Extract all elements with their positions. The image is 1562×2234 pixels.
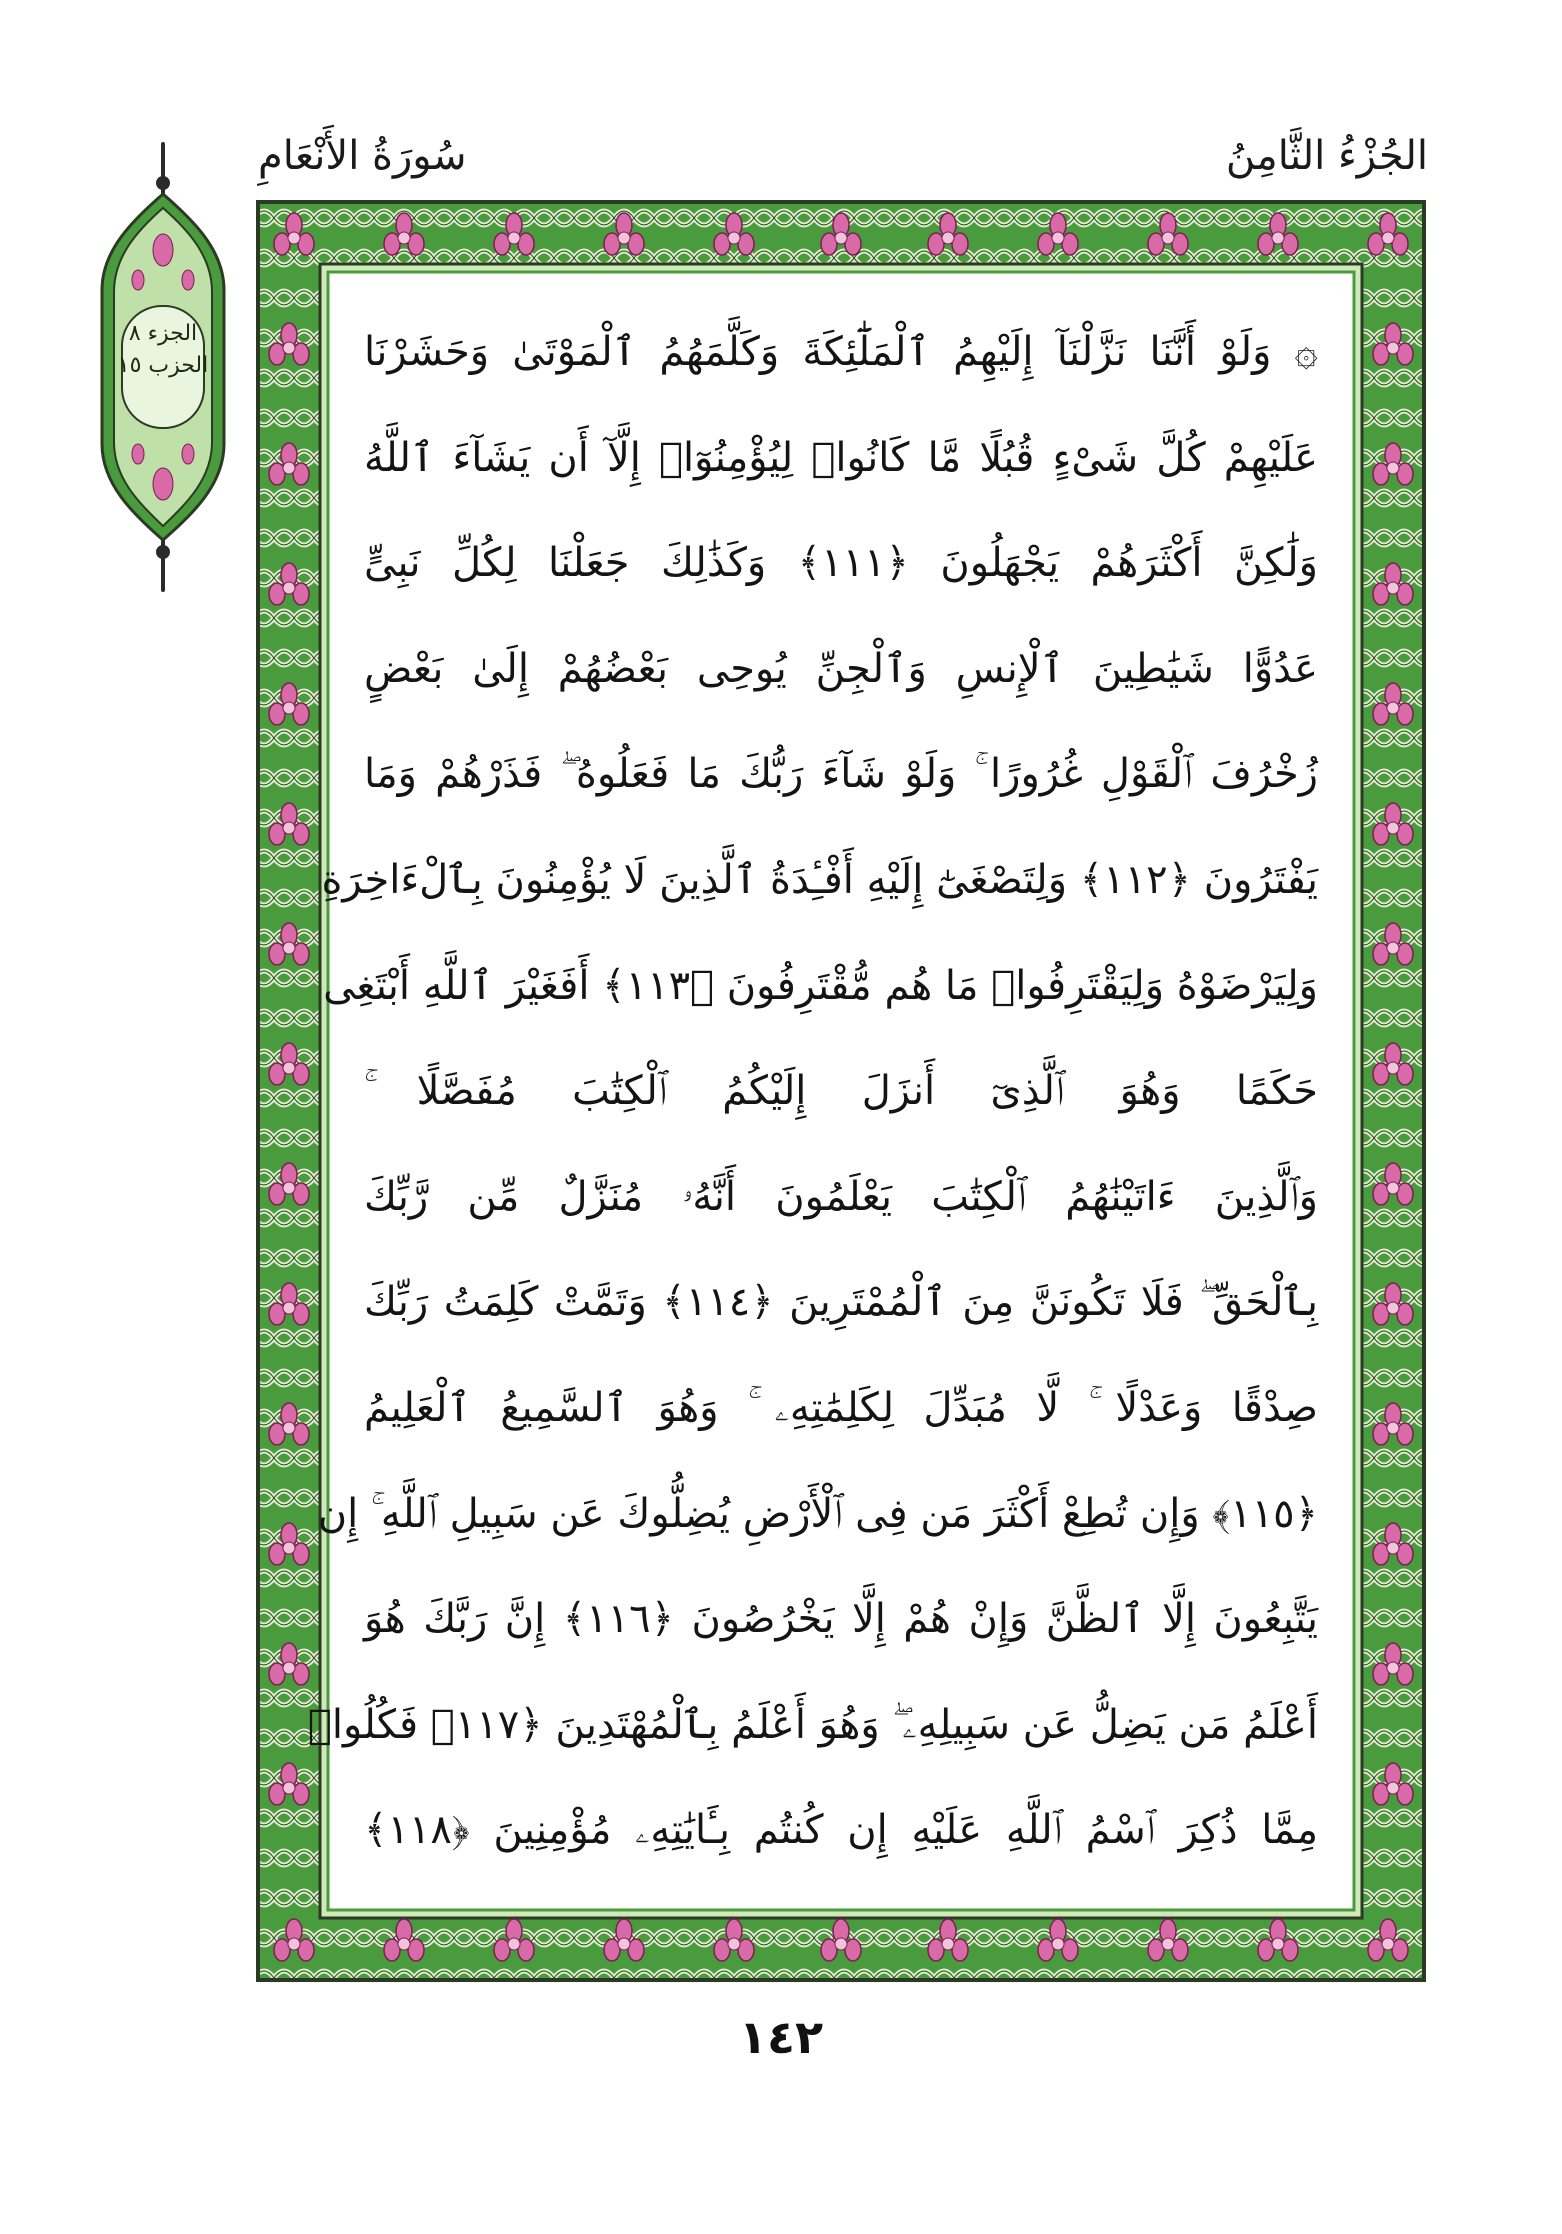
side-marker-label xyxy=(108,318,218,382)
verse-line: ۞ وَلَوْ أَنَّنَا نَزَّلْنَآ إِلَيْهِمُ ٱلْمَلَٰٓئِكَةَ وَكَلَّمَهُمُ ٱلْمَوْتَىٰ وَحَشَرْنَا xyxy=(364,329,1318,375)
side-marker-dot xyxy=(156,176,170,190)
surah-name: سُورَةُ الأَنْعَامِ xyxy=(258,133,467,179)
quran-text-block xyxy=(307,300,1319,1884)
page-number: ١٤٢ xyxy=(738,2010,824,2064)
verse-line: وَلَٰكِنَّ أَكْثَرَهُمْ يَجْهَلُونَ ﴿١١١﴾ وَكَذَٰلِكَ جَعَلْنَا لِكُلِّ نَبِىٍّ xyxy=(364,540,1319,587)
verse-line: عَدُوًّا شَيَٰطِينَ ٱلْإِنسِ وَٱلْجِنِّ يُوحِى بَعْضُهُمْ إِلَىٰ بَعْضٍ xyxy=(364,645,1318,692)
juz-label: الجزء ٨ xyxy=(128,321,198,346)
verse-line: مِمَّا ذُكِرَ ٱسْمُ ٱللَّهِ عَلَيْهِ إِن كُنتُم بِـَٔايَٰتِهِۦ مُؤْمِنِينَ ﴿١١٨﴾ xyxy=(364,1807,1318,1854)
verse-line: عَلَيْهِمْ كُلَّ شَىْءٍ قُبُلًا مَّا كَانُوا۟ لِيُؤْمِنُوٓا۟ إِلَّآ أَن يَشَآءَ ٱللَّهُ xyxy=(364,434,1318,481)
verse-line: أَعْلَمُ مَن يَضِلُّ عَن سَبِيلِهِۦ ۖ وَهُوَ أَعْلَمُ بِٱلْمُهْتَدِينَ ﴿١١٧﴾ فَكُلُوا۟ xyxy=(307,1701,1318,1748)
juz-name: الجُزْءُ الثَّامِنُ xyxy=(1225,133,1428,179)
hizb-label: الحزب ١٥ xyxy=(117,353,209,378)
side-marker-dot xyxy=(156,545,170,559)
verse-line: زُخْرُفَ ٱلْقَوْلِ غُرُورًا ۚ وَلَوْ شَآءَ رَبُّكَ مَا فَعَلُوهُ ۖ فَذَرْهُمْ وَمَا xyxy=(364,751,1318,798)
verse-line: ﴿١١٥﴾ وَإِن تُطِعْ أَكْثَرَ مَن فِى ٱلْأَرْضِ يُضِلُّوكَ عَن سَبِيلِ ٱللَّهِ ۚ إِن xyxy=(317,1490,1318,1537)
verse-line: وَٱلَّذِينَ ءَاتَيْنَٰهُمُ ٱلْكِتَٰبَ يَعْلَمُونَ أَنَّهُۥ مُنَزَّلٌ مِّن رَّبِّكَ xyxy=(364,1173,1318,1220)
verse-line: وَلِيَرْضَوْهُ وَلِيَقْتَرِفُوا۟ مَا هُم مُّقْتَرِفُونَ ﴿١١٣﴾ أَفَغَيْرَ ٱللَّهِ أَبْتَغِى xyxy=(323,962,1318,1009)
verse-line: صِدْقًا وَعَدْلًا ۚ لَّا مُبَدِّلَ لِكَلِمَٰتِهِۦ ۚ وَهُوَ ٱلسَّمِيعُ ٱلْعَلِيمُ xyxy=(364,1384,1318,1431)
verse-line: بِٱلْحَقِّ ۖ فَلَا تَكُونَنَّ مِنَ ٱلْمُمْتَرِينَ ﴿١١٤﴾ وَتَمَّتْ كَلِمَتُ رَبِّكَ xyxy=(364,1279,1318,1326)
verse-line: يَفْتَرُونَ ﴿١١٢﴾ وَلِتَصْغَىٰٓ إِلَيْهِ أَفْـِٔدَةُ ٱلَّذِينَ لَا يُؤْمِنُونَ بِٱلْءَاخِرَةِ xyxy=(321,856,1318,903)
verse-line: حَكَمًا وَهُوَ ٱلَّذِىٓ أَنزَلَ إِلَيْكُمُ ٱلْكِتَٰبَ مُفَصَّلًا ۚ xyxy=(364,1068,1318,1115)
verse-line: يَتَّبِعُونَ إِلَّا ٱلظَّنَّ وَإِنْ هُمْ إِلَّا يَخْرُصُونَ ﴿١١٦﴾ إِنَّ رَبَّكَ هُوَ xyxy=(364,1596,1318,1643)
